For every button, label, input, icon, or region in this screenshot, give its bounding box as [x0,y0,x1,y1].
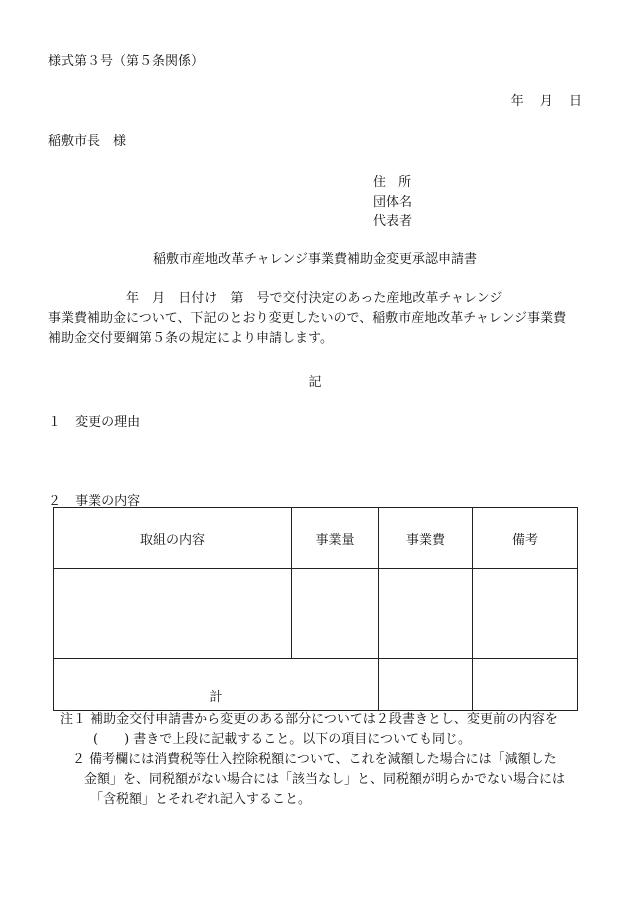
table-header-row [54,508,578,569]
header-activity: 取組の内容 [54,508,292,569]
request-body [48,289,584,349]
applicant-representative-label: 代表者 [373,214,413,229]
body-line-2: 事業費補助金について、下記のとおり変更したいので、稲敷市産地改革チャレンジ事業費 [48,311,567,326]
applicant-organization-label: 団体名 [373,195,413,210]
note-1-line-2: ( ) 書きで上段に記載すること。以下の項目についても同じ。 [93,732,472,747]
header-remarks: 備考 [473,508,578,569]
cell-activity[interactable] [54,569,292,659]
notes [60,710,565,810]
note-2-line-2: 金額」を、同税額がない場合には「該当なし」と、同税額が明らかでない場合には [84,772,566,787]
date-line: 年 月 日 [510,94,582,109]
cell-remarks[interactable] [473,569,578,659]
total-remarks-cell[interactable] [473,659,578,711]
note-1-line-1: 注１ 補助金交付申請書から変更のある部分については２段書きとし、変更前の内容を [60,712,558,727]
cell-cost[interactable] [379,569,473,659]
header-cost: 事業費 [379,508,473,569]
cell-quantity[interactable] [292,569,379,659]
document-title: 稲敷市産地改革チャレンジ事業費補助金変更承認申請書 [153,252,477,267]
form-number: 様式第３号（第５条関係） [48,54,205,69]
total-cost-cell[interactable] [379,659,473,711]
body-line-3: 補助金交付要綱第５条の規定により申請します。 [48,331,333,346]
body-line-1: 年 月 日付け 第 号で交付決定のあった産地改革チャレンジ [126,291,503,306]
project-content-table [53,507,578,711]
table-total-row [54,659,578,711]
ki-heading: 記 [308,375,322,390]
note-2-line-1: ２ 備考欄には消費税等仕入控除税額について、これを減額した場合には「減額した [72,752,557,767]
addressee: 稲敷市長 様 [48,134,127,149]
header-quantity: 事業量 [292,508,379,569]
note-2-line-3: 「含税額」とそれぞれ記入すること。 [90,792,312,807]
section-change-reason: １ 変更の理由 [48,415,141,430]
section-project-content: ２ 事業の内容 [48,494,141,509]
applicant-address-label: 住 所 [373,175,412,190]
table-row [54,569,578,659]
total-label: 計 [54,659,379,711]
